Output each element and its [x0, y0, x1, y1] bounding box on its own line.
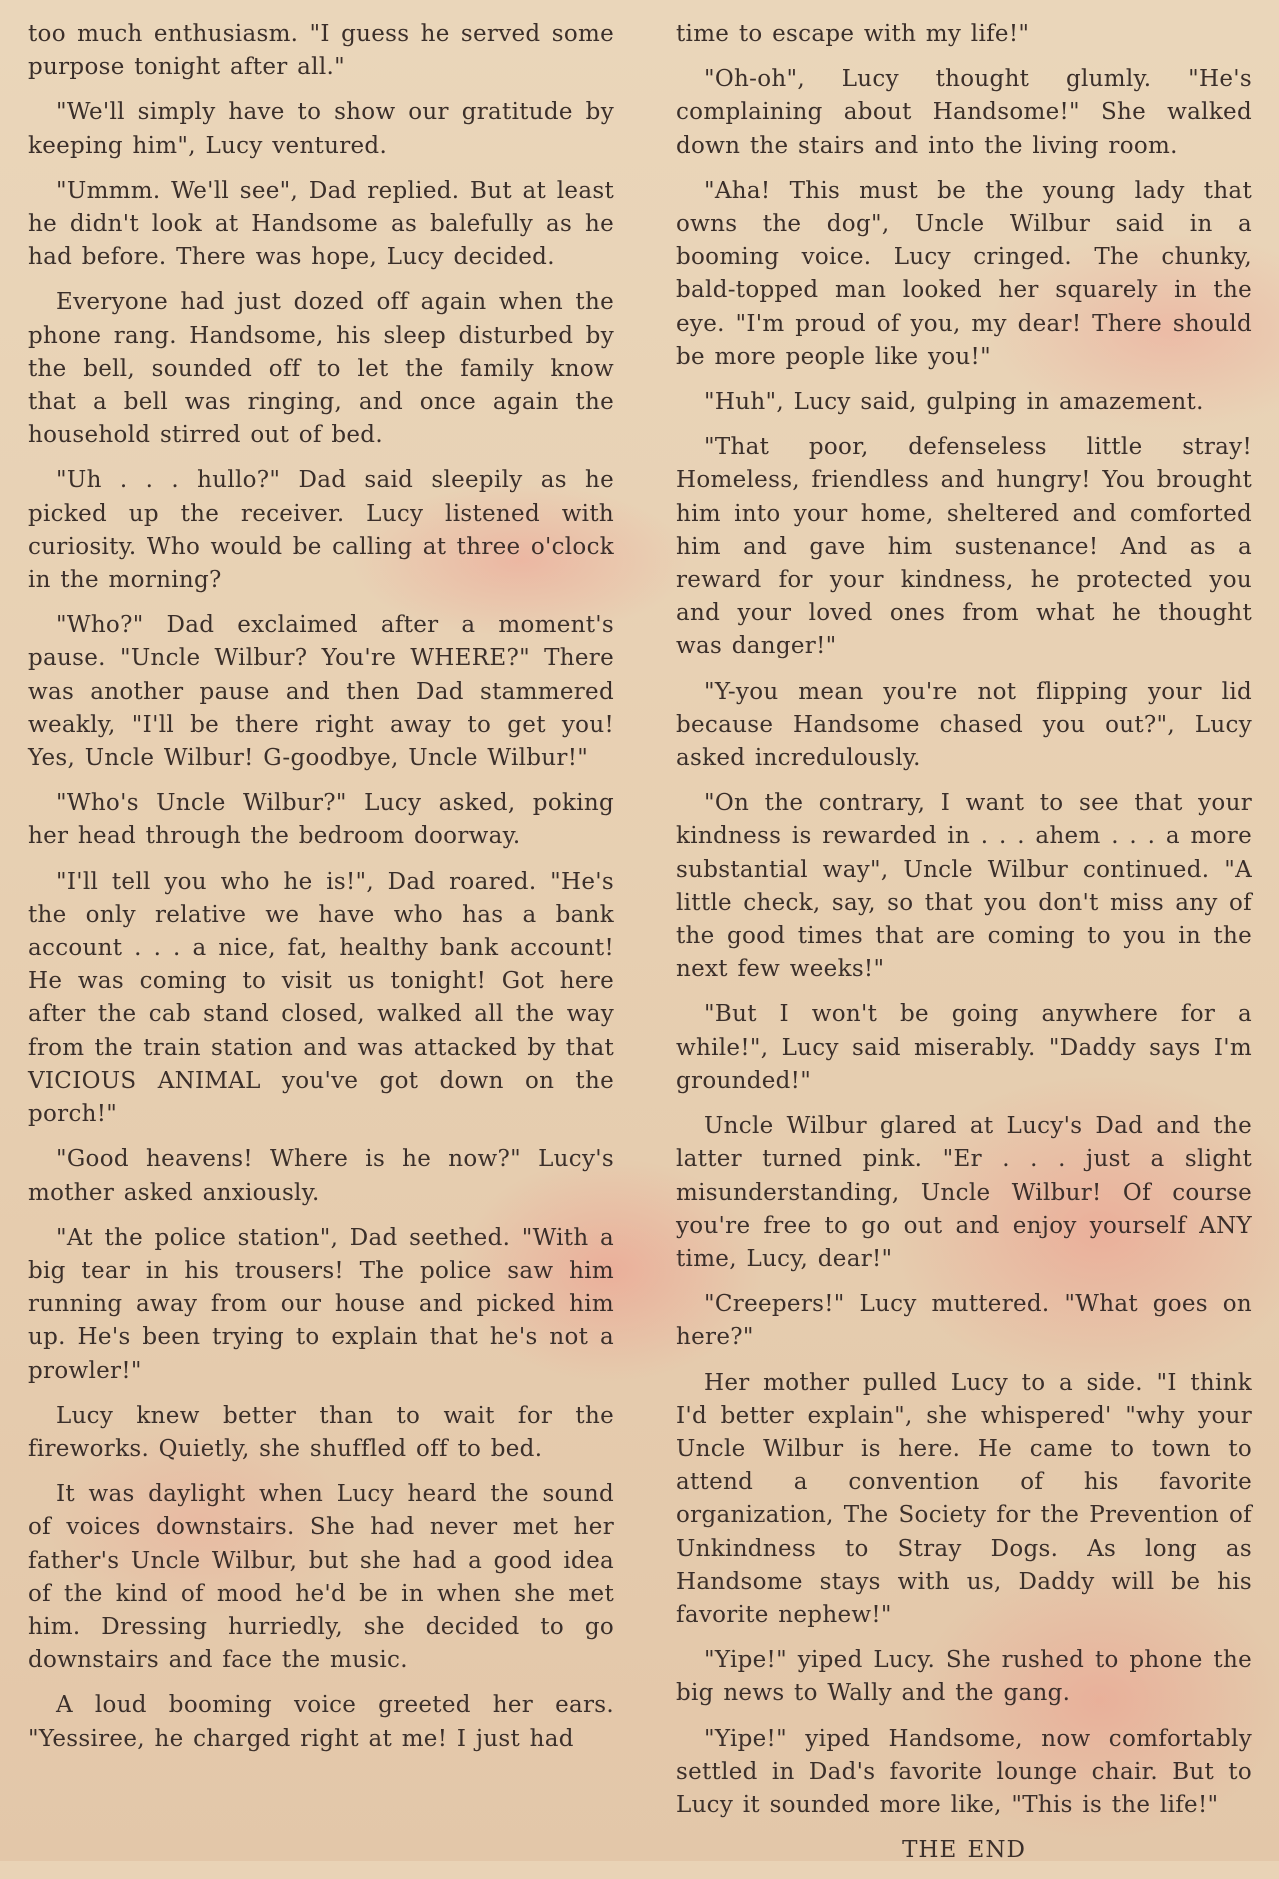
paragraph: Her mother pulled Lucy to a side. "I think I'd better explain", she whispered' "why your Uncle Wilbur is here. He came to town to attend a convention of his favorite organization, The Society for the Prevention of Unkindness to Stray Dogs. As long as Handsome stays with us, Daddy will be his favorite nephew!" — [676, 1369, 1252, 1628]
paragraph: A loud booming voice greeted her ears. "Yessiree, he charged right at me! I just had — [28, 1692, 614, 1752]
paragraph: "Uh . . . hullo?" Dad said sleepily as he picked up the receiver. Lucy listened with curiosity. Who would be calling at three o'clock in the morning? — [28, 467, 614, 594]
paragraph: "Who's Uncle Wilbur?" Lucy asked, poking her head through the bedroom doorway. — [28, 790, 614, 850]
paragraph: "Y-you mean you're not flipping your lid because Handsome chased you out?", Lucy asked incredulously. — [676, 678, 1252, 772]
left-column — [28, 18, 614, 1768]
paragraph: "Yipe!" yiped Lucy. She rushed to phone the big news to Wally and the gang. — [676, 1647, 1252, 1707]
paragraph: "We'll simply have to show our gratitude by keeping him", Lucy ventured. — [28, 99, 614, 159]
paragraph: "Creepers!" Lucy muttered. "What goes on here?" — [676, 1291, 1252, 1351]
paragraph: "Aha! This must be the young lady that owns the dog", Uncle Wilbur said in a booming voice. Lucy cringed. The chunky, bald-topped man looked her squarely in the eye. "I'm proud of you, my dear! There should be more people like you!" — [676, 177, 1252, 370]
paragraph: time to escape with my life!" — [676, 21, 1030, 47]
paragraph: "I'll tell you who he is!", Dad roared. "He's the only relative we have who has a bank account . . . a nice, fat, healthy bank account! He was coming to visit us tonight! Got here after the cab stand closed, walked all the way from the train station and was attacked by that VICIOUS ANIMAL you've got down on the porch!" — [28, 868, 614, 1128]
paragraph: Lucy knew better than to wait for the fireworks. Quietly, she shuffled off to bed. — [28, 1402, 614, 1462]
paragraph: Everyone had just dozed off again when the phone rang. Handsome, his sleep disturbed by the bell, sounded off to let the family know that a bell was ringing, and once again the household stirred out of bed. — [28, 289, 614, 449]
paragraph: "But I won't be going anywhere for a while!", Lucy said miserably. "Daddy says I'm grounded!" — [676, 1001, 1252, 1094]
paragraph: "That poor, defenseless little stray! Homeless, friendless and hungry! You brought him into your home, sheltered and comforted him and gave him sustenance! And as a reward for your kindness, he protected you and your loved ones from what he thought was danger!" — [676, 434, 1252, 660]
paragraph: "Ummm. We'll see", Dad replied. But at least he didn't look at Handsome as balefully as he had before. There was hope, Lucy decided. — [28, 177, 614, 271]
paragraph: "Yipe!" yiped Handsome, now comfortably settled in Dad's favorite lounge chair. But to Lucy it sounded more like, "This is the life!" — [676, 1725, 1252, 1818]
paragraph: "At the police station", Dad seethed. "With a big tear in his trousers! The police saw him running away from our house and picked him up. He's been trying to explain that he's not a prowler!" — [28, 1224, 614, 1384]
paragraph: It was daylight when Lucy heard the sound of voices downstairs. She had never met her father's Uncle Wilbur, but she had a good idea of the kind of mood he'd be in when she met him. Dressing hurriedly, she decided to go downstairs and face the music. — [28, 1481, 614, 1674]
right-column — [676, 18, 1252, 1879]
paragraph: "Good heavens! Where is he now?" Lucy's mother asked anxiously. — [28, 1146, 614, 1206]
paragraph: "Who?" Dad exclaimed after a moment's pause. "Uncle Wilbur? You're WHERE?" There was another pause and then Dad stammered weakly, "I'll be there right away to get you! Yes, Uncle Wilbur! G-goodbye, Uncle Wilbur!" — [28, 612, 614, 772]
paragraph: "Huh", Lucy said, gulping in amazement. — [704, 389, 1204, 416]
paragraph: Uncle Wilbur glared at Lucy's Dad and the latter turned pink. "Er . . . just a slight misunderstanding, Uncle Wilbur! Of course you're free to go out and enjoy yourself ANY time, Lucy, dear!" — [676, 1113, 1252, 1272]
paragraph: too much enthusiasm. "I guess he served some purpose tonight after all." — [28, 21, 614, 81]
the-end-label: THE END — [902, 1837, 1026, 1864]
paragraph: "On the contrary, I want to see that your kindness is rewarded in . . . ahem . . . a more substantial way", Uncle Wilbur continued. "A little check, say, so that you don't miss any of the good times that are coming to you in the next few weeks!" — [676, 790, 1252, 983]
paragraph: "Oh-oh", Lucy thought glumly. "He's complaining about Handsome!" She walked down the stairs and into the living room. — [676, 66, 1252, 159]
